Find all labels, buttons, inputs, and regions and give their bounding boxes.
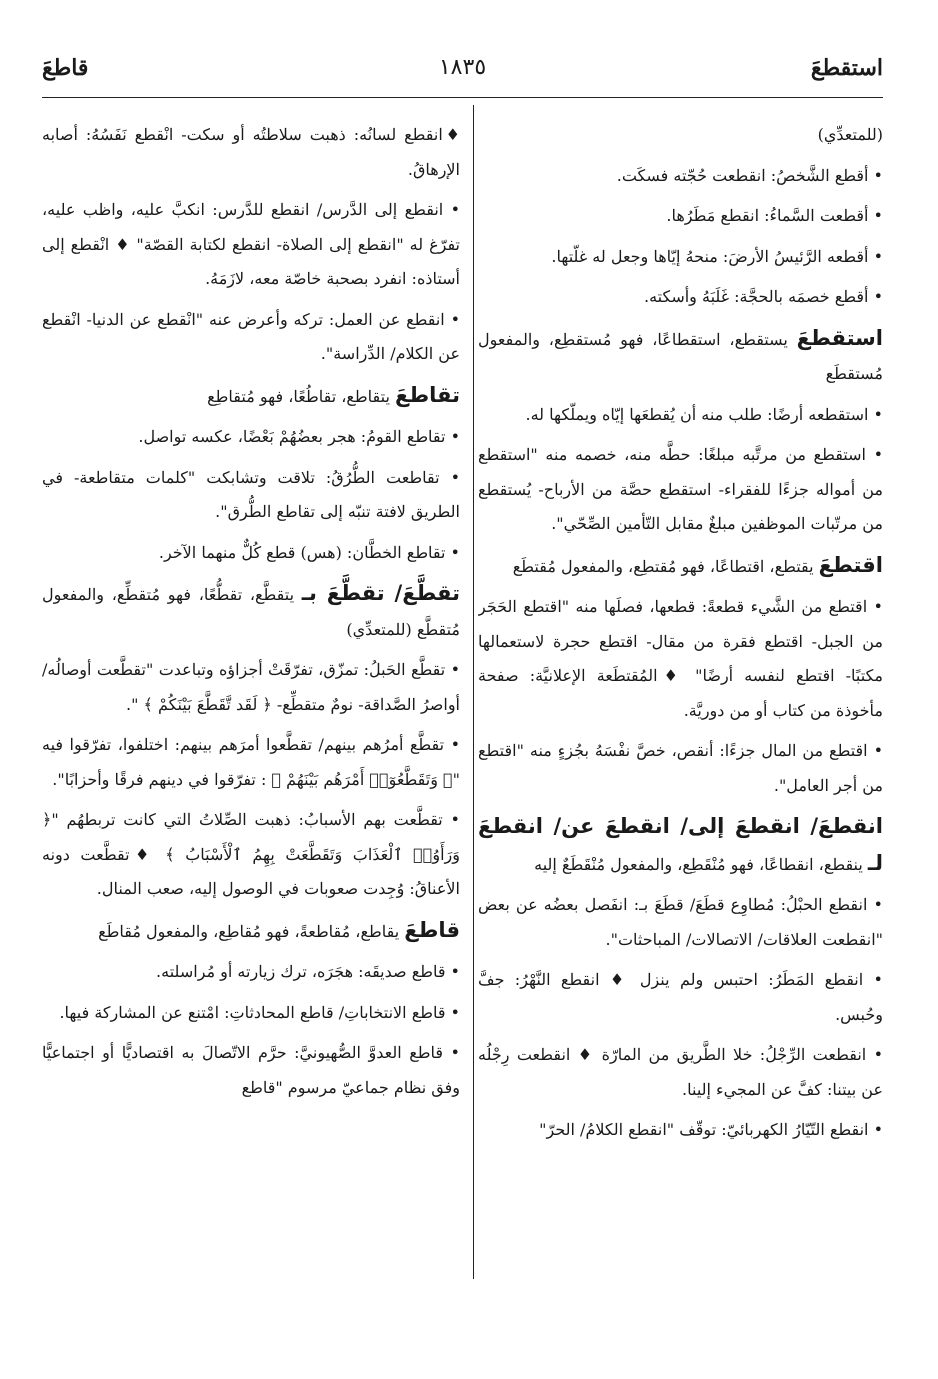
definition-line: • أقطعه الرَّئيسُ الأرضَ: منحهُ إيّاها وجعل له غلّتها.: [551, 246, 883, 266]
header-rule: [42, 97, 883, 98]
entry-conjugation: يقتطع، اقتطاعًا، فهو مُقتطِع، والمفعول مُقتطَع: [512, 556, 819, 576]
headword: استقطعَ: [796, 325, 883, 350]
definition-line: • تقاطع القومُ: هجر بعضُهُمْ بَعْضًا، عكسه تواصل.: [138, 427, 460, 446]
definition-line: • اقتطع من الشَّيء قطعةً: قطعها، فصلَها منه "اقتطع الحَجَر من الجبل- اقتطع فقرة من مقال- اقتطع حجرة لاستعمالها مكتبًا- اقتطع لنفسه أرضًا" ♦المُقتطَعة الإعلانيَّة: صفحة مأخوذة من كتاب أو من دوريَّة.: [478, 597, 883, 720]
definition-line: • تقطَّعت بهم الأسبابُ: ذهبت الصِّلاتُ التي كانت تربطهُم "﴿ وَرَأَوُا۟ ٱلْعَذَابَ وَتَقَطَّعَتْ بِهِمُ ٱلْأَسْبَابُ ﴾ ♦تقطَّعت دونه الأعناقُ: وُجِدت صعوبات في الوصول إليه، صعب المنال.: [42, 810, 460, 898]
headword: تقطَّعَ/ تقطَّعَ بـ: [301, 581, 460, 605]
left-column: [42, 118, 460, 1278]
definition-line: • انقطع عن العمل: تركه وأعرض عنه "انْقطع عن الدنيا- انْقطع عن الكلام/ الدِّراسة".: [42, 309, 460, 363]
entry-conjugation: ينقطع، انقطاعًا، فهو مُنْقَطِع، والمفعول مُنْقَطَعٌ إليه: [534, 854, 868, 874]
definition-line: • انقطع إلى الدَّرس/ انقطع للدَّرس: انكبَّ عليه، واظب عليه، تفرّغ له "انقطع إلى الصلاة- انقطع لكتابة القصّة" ♦ انْقطع إلى أستاذه: انفرد بصحبة خاصّة معه، لازَمَهُ.: [42, 200, 460, 288]
headword: قاطعَ: [404, 917, 460, 942]
headword: اقتطعَ: [818, 552, 883, 577]
definition-line: • تقاطعت الطُّرُقُ: تلاقت وتشابكت "كلمات متقاطعة- في الطريق لافتة تنبّه إلى تقاطع الطُّرق".: [42, 467, 460, 521]
definition-line: ♦انقطع لسانُه: ذهبت سلاطتُه أو سكت- انْقطع نَفَسُهُ: أصابه الإرهاقُ.: [42, 125, 460, 179]
definition-line: • أقطع خصمَه بالحجَّة: غَلَبَهُ وأسكته.: [644, 287, 883, 306]
entry-conjugation: يستقطع، استقطاعًا، فهو مُستقطِع، والمفعول مُستقطَع: [478, 329, 883, 383]
definition-line: • أقطعت السَّماءُ: انقطع مَطَرُها.: [666, 206, 883, 225]
dictionary-entry: [42, 913, 460, 950]
entry-conjugation: يقاطع، مُقاطعةً، فهو مُقاطِع، والمفعول مُقاطَع: [98, 921, 405, 941]
definition-line: • استقطع من مرتَّبه مبلغًا: حطَّه منه، خصمه منه "استقطع من أمواله جزءًا للفقراء- استقطع حصَّة من الأرباح- يُستقطع من مرتّبات الموظفين مبلغٌ مقابل التّأمين الصِّحّي".: [478, 445, 883, 533]
entry-conjugation: يتقطَّع، تقطُّعًا، فهو مُتقطِّع، والمفعول مُتقطَّع (للمتعدِّي): [42, 585, 460, 639]
definition-line: • قاطع صديقَه: هجَرَه، ترك زيارته أو مُراسلته.: [156, 962, 460, 981]
dictionary-entry: [42, 576, 460, 647]
definition-line: (للمتعدِّي): [817, 125, 883, 144]
entry-conjugation: يتقاطع، تقاطُعًا، فهو مُتقاطِع: [207, 386, 395, 406]
dictionary-entry: [42, 378, 460, 415]
dictionary-entry: [478, 548, 883, 585]
definition-line: • انقطع الحبْلُ: مُطاوِع قطَعَ/ قطَعَ بـ: انفَصل بعضُه عن بعض "انقطعت العلاقات/ الاتصالات/ المباحثات".: [478, 895, 883, 949]
headword: تقاطعَ: [394, 382, 460, 407]
header-guide-word-right: استقطعَ: [810, 55, 883, 81]
definition-line: • تقاطع الخطَّان: (هس) قطع كُلٌّ منهما الآخر.: [158, 542, 460, 562]
definition-line: • أقطع الشَّخصُ: انقطعت حُجّته فسكَت.: [616, 165, 883, 185]
page-header: [42, 55, 883, 95]
definition-line: • تقطَّع أمرُهم بينهم/ تقطَّعوا أمرَهم بينهم: اختلفوا، تفرّقوا فيه "﴿ وَتَقَطَّعُوٓا۟ أَمْرَهُم بَيْنَهُمْ ﴾ : تفرّقوا في دينهم فرقًا وأحزابًا".: [42, 735, 460, 789]
definition-line: • انقطع التّيّارُ الكهربائيّ: توقّف "انقطع الكلامُ/ الحرّ": [539, 1120, 883, 1139]
definition-line: • اقتطع من المال جزءًا: أنقص، خصَّ نفْسَهُ بجُزءٍ منه "اقتطع من أجر العامل".: [478, 741, 883, 795]
page-number: ١٨٣٥: [438, 55, 487, 80]
headword: انقطعَ/ انقطعَ إلى/ انقطعَ عن/ انقطعَ لـ: [478, 814, 883, 875]
definition-line: • قاطع العدوَّ الصُّهيونيَّ: حرَّم الاتّصالَ به اقتصاديًّا أو اجتماعيًّا وفق نظام جماعيّ مرسوم "قاطع: [42, 1043, 460, 1097]
header-guide-word-left: قاطعَ: [42, 55, 89, 81]
column-divider: [473, 105, 474, 1279]
definition-line: • انقطعت الرِّجْلُ: خلا الطَّريق من المارّة ♦ انقطعت رِجْلُه عن بيتنا: كفَّ عن المجيء إلينا.: [478, 1045, 883, 1099]
definition-line: • تقطَّع الحَبلُ: تمزّق، تفرّقَتْ أجزاؤه وتباعدت "تقطَّعت أوصالُه/ أواصرُ الصَّداقة- نومٌ متقطِّع- ﴿ لَقَد تَّقَطَّعَ بَيْنَكُمْ ﴾ ".: [42, 660, 460, 714]
right-column: [478, 118, 883, 1278]
definition-line: • قاطع الانتخاباتِ/ قاطع المحادثاتِ: امْتنع عن المشاركة فيها.: [59, 1002, 460, 1022]
definition-line: • انقطع المَطَرُ: احتبس ولم ينزل ♦ انقطع النَّهْرُ: جفَّ وحُبس.: [478, 970, 883, 1024]
definition-line: • استقطعه أرضًا: طلب منه أن يُقطعَها إيّاه ويملّكها له.: [525, 404, 883, 424]
dictionary-entry: [478, 809, 883, 882]
dictionary-entry: [478, 321, 883, 392]
